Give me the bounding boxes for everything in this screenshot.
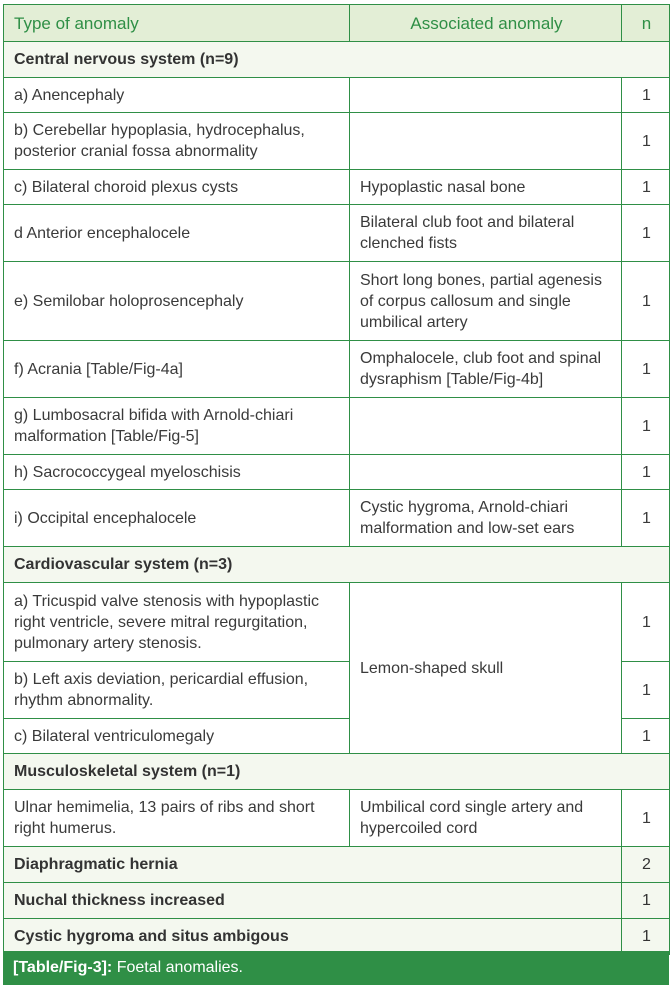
table-row xyxy=(4,113,670,170)
count: 1 xyxy=(622,719,670,754)
section-row-cvs xyxy=(4,547,670,583)
count: 1 xyxy=(622,262,670,341)
count: 1 xyxy=(622,790,670,847)
table-row xyxy=(4,490,670,547)
anomaly-type: g) Lumbosacral bifida with Arnold-chiari malformation [Table/Fig-5] xyxy=(4,398,350,455)
table-row xyxy=(4,883,670,919)
count: 1 xyxy=(622,170,670,205)
anomaly-type: a) Anencephaly xyxy=(4,78,350,113)
associated-anomaly: Cystic hygroma, Arnold-chiari malformation and low-set ears xyxy=(350,490,622,547)
section-row-msk xyxy=(4,754,670,790)
count: 1 xyxy=(622,662,670,719)
section-title-cvs: Cardiovascular system (n=3) xyxy=(4,547,670,583)
associated-anomaly: Umbilical cord single artery and hypercoiled cord xyxy=(350,790,622,847)
associated-anomaly xyxy=(350,455,622,490)
anomaly-type: c) Bilateral choroid plexus cysts xyxy=(4,170,350,205)
anomaly-type: a) Tricuspid valve stenosis with hypoplastic right ventricle, severe mitral regurgitation, pulmonary artery stenosis. xyxy=(4,583,350,662)
anomaly-type: c) Bilateral ventriculomegaly xyxy=(4,719,350,754)
header-n: n xyxy=(622,5,670,42)
anomaly-table xyxy=(3,4,670,955)
associated-anomaly: Omphalocele, club foot and spinal dysraphism [Table/Fig-4b] xyxy=(350,341,622,398)
section-row-cns xyxy=(4,42,670,78)
anomaly-type: h) Sacrococcygeal myeloschisis xyxy=(4,455,350,490)
anomaly-type: Diaphragmatic hernia xyxy=(4,847,622,883)
table-row xyxy=(4,205,670,262)
table-row xyxy=(4,919,670,955)
count: 1 xyxy=(622,341,670,398)
table-row xyxy=(4,398,670,455)
count: 1 xyxy=(622,205,670,262)
count: 1 xyxy=(622,583,670,662)
anomaly-type: e) Semilobar holoprosencephaly xyxy=(4,262,350,341)
header-associated-anomaly: Associated anomaly xyxy=(350,5,622,42)
count: 1 xyxy=(622,919,670,955)
count: 1 xyxy=(622,78,670,113)
anomaly-type: Nuchal thickness increased xyxy=(4,883,622,919)
table-row xyxy=(4,790,670,847)
count: 1 xyxy=(622,113,670,170)
anomaly-type: Cystic hygroma and situs ambigous xyxy=(4,919,622,955)
anomaly-type: f) Acrania [Table/Fig-4a] xyxy=(4,341,350,398)
anomaly-type: b) Cerebellar hypoplasia, hydrocephalus, posterior cranial fossa abnormality xyxy=(4,113,350,170)
table-row xyxy=(4,847,670,883)
anomaly-type: d Anterior encephalocele xyxy=(4,205,350,262)
table-caption xyxy=(3,951,669,985)
associated-anomaly: Short long bones, partial agenesis of corpus callosum and single umbilical artery xyxy=(350,262,622,341)
caption-label: [Table/Fig-3]: xyxy=(13,959,113,976)
table-row xyxy=(4,78,670,113)
anomaly-type: Ulnar hemimelia, 13 pairs of ribs and short right humerus. xyxy=(4,790,350,847)
table-row xyxy=(4,341,670,398)
anomaly-type: b) Left axis deviation, pericardial effusion, rhythm abnormality. xyxy=(4,662,350,719)
count: 1 xyxy=(622,883,670,919)
count: 1 xyxy=(622,455,670,490)
count: 1 xyxy=(622,398,670,455)
associated-anomaly xyxy=(350,78,622,113)
table-row xyxy=(4,262,670,341)
header-type-of-anomaly: Type of anomaly xyxy=(4,5,350,42)
associated-anomaly-shared: Lemon-shaped skull xyxy=(350,583,622,754)
count: 2 xyxy=(622,847,670,883)
associated-anomaly: Hypoplastic nasal bone xyxy=(350,170,622,205)
associated-anomaly xyxy=(350,398,622,455)
associated-anomaly xyxy=(350,113,622,170)
count: 1 xyxy=(622,490,670,547)
table-header-row xyxy=(4,5,670,42)
table-row xyxy=(4,170,670,205)
table-row xyxy=(4,455,670,490)
section-title-msk: Musculoskeletal system (n=1) xyxy=(4,754,670,790)
caption-text: Foetal anomalies. xyxy=(116,959,243,976)
section-title-cns: Central nervous system (n=9) xyxy=(4,42,670,78)
anomaly-type: i) Occipital encephalocele xyxy=(4,490,350,547)
associated-anomaly: Bilateral club foot and bilateral clenched fists xyxy=(350,205,622,262)
table-row xyxy=(4,583,670,662)
